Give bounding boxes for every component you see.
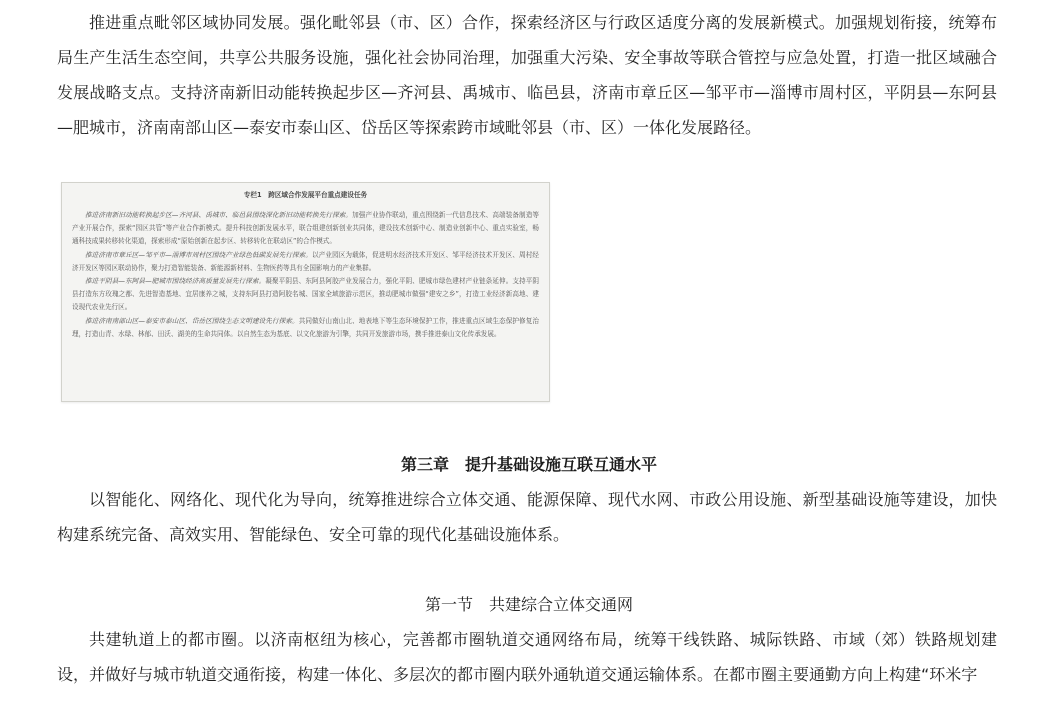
paragraph-regional-coordination: 推进重点毗邻区域协同发展。强化毗邻县（市、区）合作，探索经济区与行政区适度分离的发展新模式。加强规划衔接，统筹布局生产生活生态空间，共享公共服务设施，强化社会协同治理，加强重大污染、安全事故等联合管控与应急处置，打造一批区域融合发展战略支点。支持济南新旧动能转换起步区—齐河县、禹城市、临邑县，济南市章丘区—邹平市—淄博市周村区，平阴县—东阿县—肥城市，济南南部山区—泰安市泰山区、岱岳区等探索跨市域毗邻县（市、区）一体化发展路径。 [57,13,997,137]
chapter-title: 第三章 提升基础设施互联互通水平 [400,455,657,474]
feature-box-item-4-text: 共同做好山南山北、地表地下等生态环境保护工作，推进重点区域生态保护修复治理，打造山青、水绿、林郁、田沃、湖美的生命共同体。以自然生态为基底、以文化旅游为引擎，共同开发旅游市场，携手推进泰山文化传承发展。 [72,316,539,338]
feature-box-item-4 [72,315,539,341]
feature-box-image [61,182,550,402]
feature-box-item-3-text: 凝聚平阴县、东阿县阿胶产业发展合力，强化平阴、肥城市绿色建材产业链条延伸。支持平阴县打造东方玫瑰之都、先进智造基地、宜居康养之城，支持东阿县打造阿胶名城、国家全域旅游示范区，推动肥城市做强“建安之乡”，打造工业经济新高地、建设现代农业先行区。 [72,277,539,312]
feature-box-item-1-text: 加强产业协作联动，重点围绕新一代信息技术、高端装备制造等产业开展合作，探索“园区共管”等产业合作新模式。提升科技创新发展水平，联合组建创新创业共同体，建设技术创新中心、制造业创新中心、重点实验室，畅通科技成果转移转化渠道，探索形成“原始创新在起步区、转移转化在联动区”的合作模式。 [72,211,539,246]
feature-box-item-2-lead: 推进济南市章丘区—邹平市—淄博市周村区围绕产业绿色低碳发展先行探索。 [85,250,313,259]
feature-box-item-2-text: 以产业园区为载体，促进明水经济技术开发区、邹平经济技术开发区、周村经济开发区等园区联动协作，聚力打造智能装备、新能源新材料、生物医药等具有全国影响力的产业集群。 [72,250,540,272]
section-title: 第一节 共建综合立体交通网 [424,595,633,614]
feature-box-item-1-lead: 推进济南新旧动能转换起步区—齐河县、禹城市、临邑县围绕深化新旧动能转换先行探索。 [85,211,353,219]
feature-box-item-4-lead: 推进济南南部山区—泰安市泰山区、岱岳区围绕生态文明建设先行探索。 [85,316,299,325]
feature-box-item-3-lead: 推进平阴县—东阿县—肥城市围绕经济高质量发展先行探索。 [85,277,266,286]
paragraph-rail-transit: 共建轨道上的都市圈。以济南枢纽为核心，完善都市圈轨道交通网络布局，统筹干线铁路、城际铁路、市域（郊）铁路规划建设，并做好与城市轨道交通衔接，构建一体化、多层次的都市圈内联外通轨道交通运输体系。在都市圈主要通勤方向上构建“环米字 [57,630,997,684]
paragraph-infrastructure-intro: 以智能化、网络化、现代化为导向，统筹推进综合立体交通、能源保障、现代水网、市政公用设施、新型基础设施等建设，加快构建系统完备、高效实用、智能绿色、安全可靠的现代化基础设施体系。 [57,490,997,544]
feature-box-item-3 [72,275,539,315]
feature-box-item-1 [72,209,539,249]
feature-box-item-2 [72,249,539,275]
feature-box-title: 专栏1 跨区域合作发展平台重点建设任务 [243,191,368,199]
